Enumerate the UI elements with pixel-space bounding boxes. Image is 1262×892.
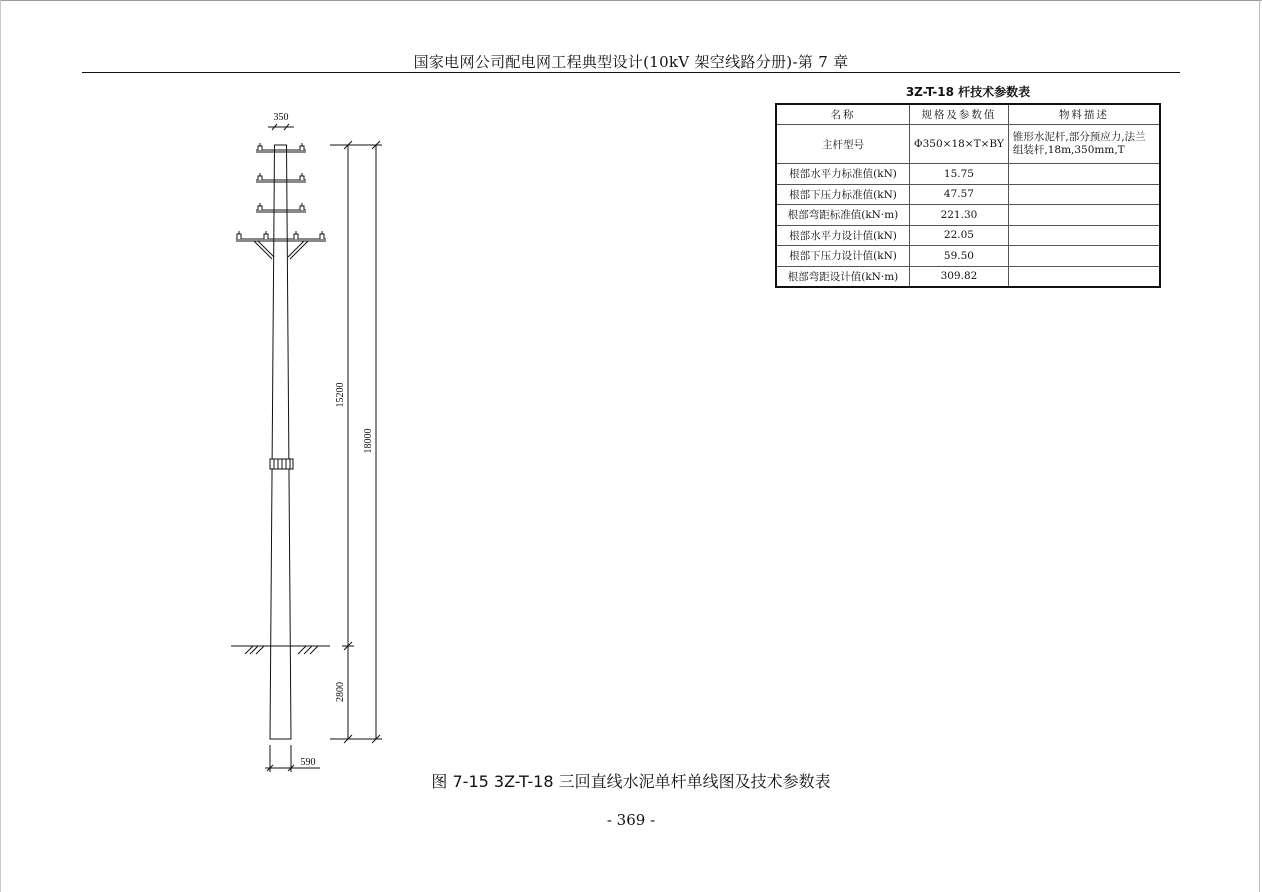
- row-value: 15.75: [910, 164, 1009, 185]
- row-value: 22.05: [910, 225, 1009, 246]
- row-description: [1008, 205, 1160, 226]
- header-rule: [82, 72, 1180, 73]
- total-dimension-line: [330, 141, 382, 743]
- top-diameter-label: 350: [273, 112, 289, 123]
- pole-body: [270, 145, 291, 739]
- table-title: 3Z-T-18 杆技术参数表: [905, 85, 1031, 99]
- section-dimension-line: [342, 141, 354, 743]
- buried-depth-label: 2800: [335, 682, 346, 702]
- page-frame-left: [0, 0, 1, 892]
- table-row: [776, 164, 1160, 185]
- table-row: [776, 266, 1160, 287]
- table-row: [776, 205, 1160, 226]
- row-name: 根部水平力标准值(kN): [776, 164, 910, 185]
- row-value: 59.50: [910, 246, 1009, 267]
- row-name: 根部水平力设计值(kN): [776, 225, 910, 246]
- row-description: [1008, 164, 1160, 185]
- row-name: 根部弯距设计值(kN·m): [776, 266, 910, 287]
- column-header-name: 名称: [776, 104, 910, 125]
- row-description: [1008, 246, 1160, 267]
- figure-caption: 图 7-15 3Z-T-18 三回直线水泥单杆单线图及技术参数表: [431, 772, 831, 791]
- row-name: 根部下压力设计值(kN): [776, 246, 910, 267]
- row-name: 根部弯距标准值(kN·m): [776, 205, 910, 226]
- pole-single-line-drawing: [210, 105, 400, 775]
- row-description: [1008, 266, 1160, 287]
- row-name: 主杆型号: [776, 125, 910, 164]
- table-row: [776, 125, 1160, 164]
- row-description: [1008, 184, 1160, 205]
- page-frame-right: [1259, 0, 1260, 892]
- row-description: [1008, 225, 1160, 246]
- row-value: 221.30: [910, 205, 1009, 226]
- page-frame-top: [0, 0, 1262, 1]
- row-value: 309.82: [910, 266, 1009, 287]
- table-row: [776, 225, 1160, 246]
- flange-joint: [270, 459, 293, 469]
- total-length-label: 18000: [363, 428, 374, 454]
- table-row: [776, 246, 1160, 267]
- column-header-description: 物料描述: [1008, 104, 1160, 125]
- above-ground-length-label: 15200: [335, 382, 346, 408]
- page-header-title: 国家电网公司配电网工程典型设计(10kV 架空线路分册)-第 7 章: [413, 53, 849, 71]
- table-row: [776, 184, 1160, 205]
- row-name: 根部下压力标准值(kN): [776, 184, 910, 205]
- table-header-row: [776, 104, 1160, 125]
- top-diameter-dimension: [268, 124, 294, 130]
- row-description: 锥形水泥杆,部分预应力,法兰组装杆,18m,350mm,T: [1008, 125, 1160, 164]
- row-value: 47.57: [910, 184, 1009, 205]
- bottom-diameter-label: 590: [300, 757, 316, 768]
- page-number: - 369 -: [606, 811, 656, 829]
- technical-parameter-table: [775, 103, 1161, 288]
- column-header-value: 规格及参数值: [910, 104, 1009, 125]
- row-value: Φ350×18×T×BY: [910, 125, 1009, 164]
